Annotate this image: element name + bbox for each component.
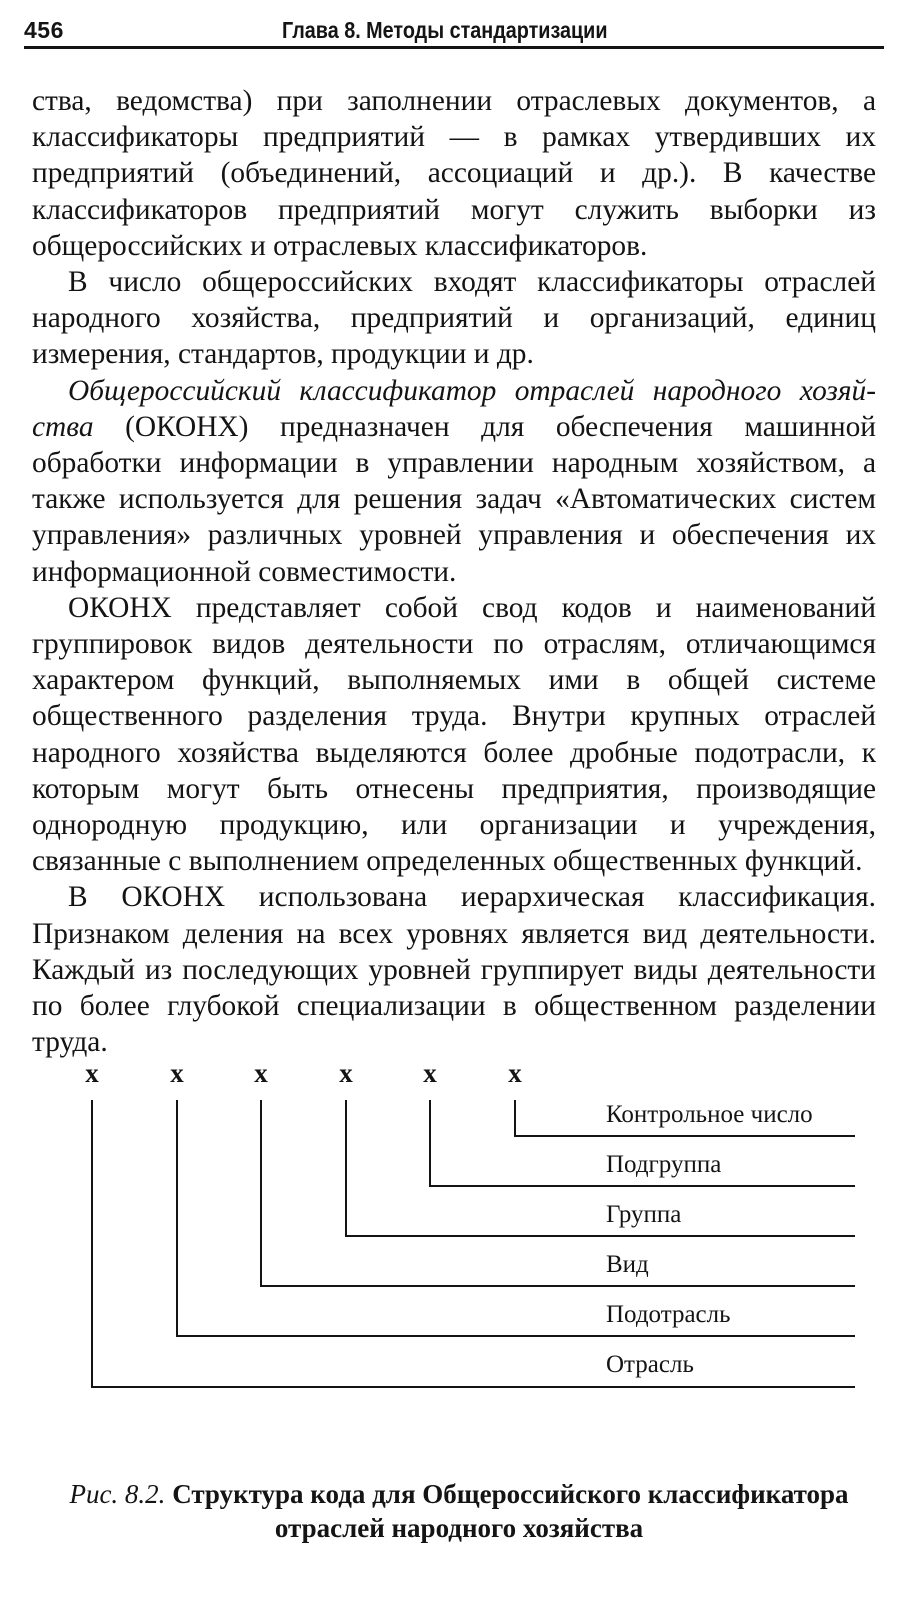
level-label-kind: Вид	[606, 1251, 649, 1278]
code-digit-4: x	[339, 1058, 353, 1088]
paragraph-3	[32, 373, 876, 590]
page-number: 456	[24, 17, 64, 43]
paragraph-2: В число общероссийских входят классификаторы отраслей народного хозяйства, предприятий и организаций, единиц измерения, стандартов, продукции и др.	[32, 266, 876, 371]
figure-label: Рис. 8.2.	[69, 1479, 166, 1509]
code-digit-6: x	[508, 1058, 522, 1088]
figure-title: Структура кода для Общероссийского классификатора отраслей народного хозяйства	[172, 1479, 849, 1543]
running-chapter-title: Глава 8. Методы стандартизации	[282, 17, 608, 43]
code-digit-5: x	[423, 1058, 437, 1088]
okonh-term: Общероссийский классификатор отраслей народного хозяйства	[32, 374, 876, 443]
code-digit-2: x	[170, 1058, 184, 1088]
paragraph-4: ОКОНХ представляет собой свод кодов и наименований группировок видов деятельности по отраслям, отличающимся характером функций, выполняемых ими в общей системе общественного разделения труда. Внутри крупных отраслей народного хозяйства выделяются более дробные подотрасли, к которым могут быть отнесены предприятия, производящие однородную продукцию, или организации и учреждения, связанные с выполнением определенных общественных функций.	[32, 591, 876, 878]
code-digit-1: x	[85, 1058, 99, 1088]
bracket-industry	[92, 1100, 855, 1387]
paragraph-5: В ОКОНХ использована иерархическая классификация. Признаком деления на всех уровнях является вид деятельности. Каждый из последующих уровней группирует виды деятельности по более глубокой специализации в общественном разделении труда.	[32, 881, 876, 1059]
page-header	[24, 14, 884, 49]
figure-caption	[20, 1477, 898, 1545]
paragraph-1: ства, ведомства) при заполнении отраслевых документов, а классификаторы предприятий — в рамках утвердивших их предприятий (объединений, ассоциаций и др.). В качестве классификаторов предприятий могут служить выборки из общероссийских и отраслевых классификаторов.	[32, 85, 876, 262]
code-structure-diagram	[0, 1050, 918, 1410]
level-label-industry: Отрасль	[606, 1351, 694, 1378]
level-label-control-number: Контрольное число	[606, 1101, 813, 1128]
paragraph-3-text: (ОКОНХ) предназначен для обеспечения машинной обработки информации в управлении народным хозяйством, а также используется для решения задач «Автоматических систем управления» различных уровней управления и обеспечения их информационной совместимости.	[32, 410, 876, 588]
body-text	[32, 83, 876, 1060]
level-label-subindustry: Подотрасль	[606, 1301, 731, 1328]
level-label-group: Группа	[606, 1201, 682, 1228]
code-digit-3: x	[254, 1058, 268, 1088]
level-label-subgroup: Подгруппа	[606, 1151, 722, 1178]
